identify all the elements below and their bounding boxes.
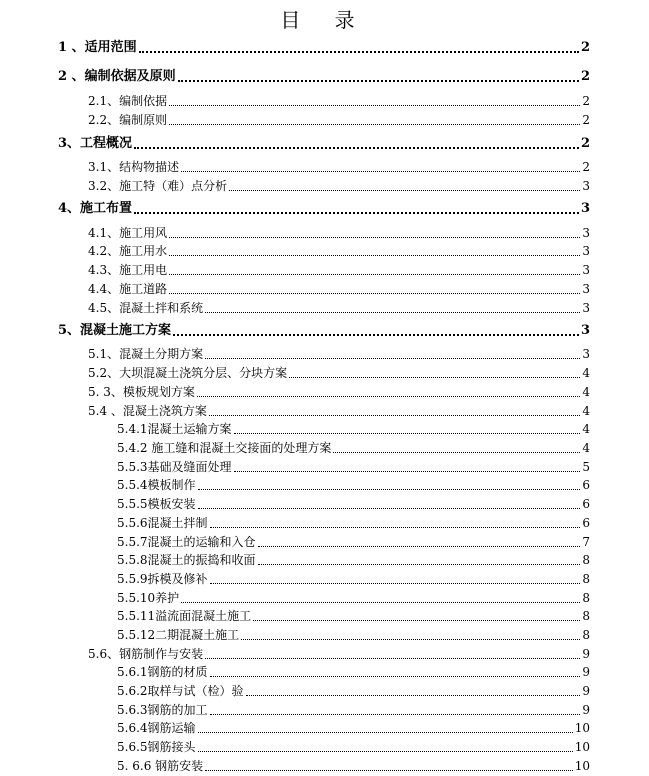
toc-entry-label: 5.4.2 施工缝和混凝土交接面的处理方案 bbox=[117, 441, 332, 455]
toc-entry[interactable] bbox=[117, 739, 590, 755]
toc-entry[interactable] bbox=[117, 627, 590, 643]
dot-leader bbox=[169, 274, 580, 275]
toc-entry[interactable] bbox=[58, 40, 590, 56]
dot-leader bbox=[258, 564, 581, 565]
toc-entry[interactable] bbox=[88, 178, 590, 194]
toc-page-number: 3 bbox=[582, 226, 590, 240]
toc-entry-label: 5.5.9拆模及修补 bbox=[117, 572, 208, 586]
toc-entry[interactable] bbox=[117, 664, 590, 680]
toc-page-number: 3 bbox=[582, 347, 590, 361]
toc-page-number: 3 bbox=[582, 244, 590, 258]
toc-entry[interactable] bbox=[88, 300, 590, 316]
toc-entry-label: 4.1、施工用风 bbox=[88, 226, 168, 240]
toc-entry-label: 5.2、大坝混凝土浇筑分层、分块方案 bbox=[88, 366, 288, 380]
dot-leader bbox=[173, 334, 579, 336]
toc-entry-label: 5.5.5模板安装 bbox=[117, 497, 196, 511]
toc-page-number: 6 bbox=[582, 478, 590, 492]
toc-entry-label: 5.6.5钢筋接头 bbox=[117, 740, 196, 754]
dot-leader bbox=[205, 358, 580, 359]
toc-entry-label: 3.1、结构物描述 bbox=[88, 160, 180, 174]
toc-page-number: 2 bbox=[580, 136, 590, 151]
toc-page-number: 2 bbox=[580, 69, 590, 84]
dot-leader bbox=[169, 255, 580, 256]
toc-page-number: 9 bbox=[582, 703, 590, 717]
toc-entry[interactable] bbox=[58, 69, 590, 85]
toc-entry-label: 5. 6.6 钢筋安装 bbox=[117, 759, 204, 773]
dot-leader bbox=[198, 489, 581, 490]
toc-entry-label: 4、施工布置 bbox=[58, 201, 133, 216]
dot-leader bbox=[178, 80, 579, 82]
dot-leader bbox=[258, 546, 581, 547]
dot-leader bbox=[134, 147, 579, 149]
toc-entry[interactable] bbox=[117, 496, 590, 512]
toc-entry[interactable] bbox=[58, 323, 590, 339]
toc-page-number: 4 bbox=[582, 422, 590, 436]
toc-entry-label: 5.5.4模板制作 bbox=[117, 478, 196, 492]
toc-page-number: 3 bbox=[582, 282, 590, 296]
toc-page-number: 8 bbox=[582, 591, 590, 605]
dot-leader bbox=[253, 620, 580, 621]
toc-entry-label: 5.5.7混凝土的运输和入仓 bbox=[117, 535, 256, 549]
dot-leader bbox=[181, 171, 580, 172]
toc-page-number: 8 bbox=[582, 553, 590, 567]
toc-entry[interactable] bbox=[117, 758, 590, 774]
dot-leader bbox=[210, 583, 581, 584]
toc-entry-label: 4.3、施工用电 bbox=[88, 263, 168, 277]
dot-leader bbox=[205, 312, 580, 313]
toc-entry-label: 5. 3、模板规划方案 bbox=[88, 385, 195, 399]
toc-entry[interactable] bbox=[117, 552, 590, 568]
toc-entry[interactable] bbox=[88, 384, 590, 400]
dot-leader bbox=[241, 639, 580, 640]
dot-leader bbox=[234, 433, 581, 434]
dot-leader bbox=[210, 714, 581, 715]
toc-page-number: 8 bbox=[582, 572, 590, 586]
toc-entry-label: 2.1、编制依据 bbox=[88, 94, 168, 108]
toc-entry[interactable] bbox=[58, 201, 590, 217]
dot-leader bbox=[198, 508, 581, 509]
toc-page-number: 3 bbox=[580, 201, 590, 216]
toc-page-number: 10 bbox=[574, 721, 590, 735]
toc-page-number: 2 bbox=[582, 160, 590, 174]
dot-leader bbox=[169, 237, 580, 238]
toc-page-number: 6 bbox=[582, 516, 590, 530]
dot-leader bbox=[198, 732, 573, 733]
toc-page-number: 9 bbox=[582, 647, 590, 661]
toc-page-number: 4 bbox=[582, 385, 590, 399]
toc-entry[interactable] bbox=[117, 440, 590, 456]
toc-page-number: 2 bbox=[580, 40, 590, 55]
dot-leader bbox=[134, 212, 579, 214]
toc-entry-label: 5.5.11溢流面混凝土施工 bbox=[117, 609, 252, 623]
dot-leader bbox=[198, 751, 573, 752]
toc-entry-label: 4.2、施工用水 bbox=[88, 244, 168, 258]
dot-leader bbox=[169, 293, 580, 294]
toc-page-number: 5 bbox=[582, 460, 590, 474]
toc-entry[interactable] bbox=[88, 225, 590, 241]
toc-entry[interactable] bbox=[88, 646, 590, 662]
toc-entry[interactable] bbox=[117, 683, 590, 699]
toc-entry-label: 4.4、施工道路 bbox=[88, 282, 168, 296]
toc-page-number: 3 bbox=[580, 323, 590, 338]
toc-entry-label: 5.4.1混凝土运输方案 bbox=[117, 422, 232, 436]
toc-page-number: 4 bbox=[582, 441, 590, 455]
toc-entry-label: 5.6.2取样与试（检）验 bbox=[117, 684, 244, 698]
toc-entry[interactable] bbox=[88, 403, 590, 419]
toc-page-number: 2 bbox=[582, 94, 590, 108]
toc-entry[interactable] bbox=[88, 93, 590, 109]
toc-entry-label: 5.6.3钢筋的加工 bbox=[117, 703, 208, 717]
toc-page-number: 7 bbox=[582, 535, 590, 549]
toc-entry-label: 2 、编制依据及原则 bbox=[58, 69, 176, 84]
toc-entry[interactable] bbox=[88, 159, 590, 175]
toc-entry-label: 5.6、钢筋制作与安装 bbox=[88, 647, 204, 661]
dot-leader bbox=[234, 471, 581, 472]
toc-entry-label: 5.4 、混凝土浇筑方案 bbox=[88, 404, 207, 418]
dot-leader bbox=[181, 602, 580, 603]
dot-leader bbox=[229, 190, 580, 191]
toc-entry-label: 5.1、混凝土分期方案 bbox=[88, 347, 204, 361]
toc-entry[interactable] bbox=[117, 571, 590, 587]
dot-leader bbox=[209, 415, 580, 416]
toc-page-number: 4 bbox=[582, 404, 590, 418]
toc-page-number: 10 bbox=[574, 759, 590, 773]
toc-page-number: 10 bbox=[574, 740, 590, 754]
toc-entry-label: 1 、适用范围 bbox=[58, 40, 137, 55]
dot-leader bbox=[210, 527, 581, 528]
toc-entry-label: 3.2、施工特（难）点分析 bbox=[88, 179, 228, 193]
dot-leader bbox=[246, 695, 581, 696]
toc-entry-label: 5.6.4钢筋运输 bbox=[117, 721, 196, 735]
toc-entry-label: 5.5.3基础及缝面处理 bbox=[117, 460, 232, 474]
toc-page-number: 9 bbox=[582, 684, 590, 698]
toc-entry[interactable] bbox=[117, 534, 590, 550]
toc-entry[interactable] bbox=[117, 477, 590, 493]
toc-entry[interactable] bbox=[117, 459, 590, 475]
toc-entry-label: 5.6.1钢筋的材质 bbox=[117, 665, 208, 679]
toc-entry-label: 5、混凝土施工方案 bbox=[58, 323, 172, 338]
toc-entry-label: 5.5.8混凝土的振捣和收面 bbox=[117, 553, 256, 567]
toc-entry[interactable] bbox=[117, 590, 590, 606]
toc-entry[interactable] bbox=[88, 262, 590, 278]
toc-entry-label: 5.5.12二期混凝土施工 bbox=[117, 628, 240, 642]
toc-entry[interactable] bbox=[88, 281, 590, 297]
toc-entry[interactable] bbox=[88, 365, 590, 381]
toc-page-number: 3 bbox=[582, 301, 590, 315]
dot-leader bbox=[333, 452, 580, 453]
dot-leader bbox=[139, 51, 579, 53]
toc-entry[interactable] bbox=[117, 720, 590, 736]
toc-entry-label: 2.2、编制原则 bbox=[88, 113, 168, 127]
dot-leader bbox=[169, 124, 580, 125]
toc-entry-label: 5.5.10养护 bbox=[117, 591, 180, 605]
dot-leader bbox=[205, 658, 580, 659]
toc-page-number: 4 bbox=[582, 366, 590, 380]
toc-entry-label: 4.5、混凝土拌和系统 bbox=[88, 301, 204, 315]
toc-page-number: 8 bbox=[582, 609, 590, 623]
toc-page-number: 9 bbox=[582, 665, 590, 679]
dot-leader bbox=[289, 377, 580, 378]
dot-leader bbox=[197, 396, 580, 397]
toc-page-number: 8 bbox=[582, 628, 590, 642]
toc-page-number: 3 bbox=[582, 179, 590, 193]
toc-entry[interactable] bbox=[117, 608, 590, 624]
toc-page-number: 6 bbox=[582, 497, 590, 511]
toc-entry[interactable] bbox=[117, 702, 590, 718]
dot-leader bbox=[169, 105, 580, 106]
toc-page-number: 3 bbox=[582, 263, 590, 277]
dot-leader bbox=[210, 676, 581, 677]
toc-entry[interactable] bbox=[88, 243, 590, 259]
toc-entry-label: 3、工程概况 bbox=[58, 136, 133, 151]
toc-entry[interactable] bbox=[117, 515, 590, 531]
toc-entry[interactable] bbox=[117, 421, 590, 437]
toc-page-number: 2 bbox=[582, 113, 590, 127]
toc-entry[interactable] bbox=[88, 112, 590, 128]
toc-entry-label: 5.5.6混凝土拌制 bbox=[117, 516, 208, 530]
toc-entry[interactable] bbox=[88, 346, 590, 362]
toc-entry[interactable] bbox=[58, 136, 590, 152]
dot-leader bbox=[205, 770, 573, 771]
page-title: 目 录 bbox=[280, 8, 369, 32]
